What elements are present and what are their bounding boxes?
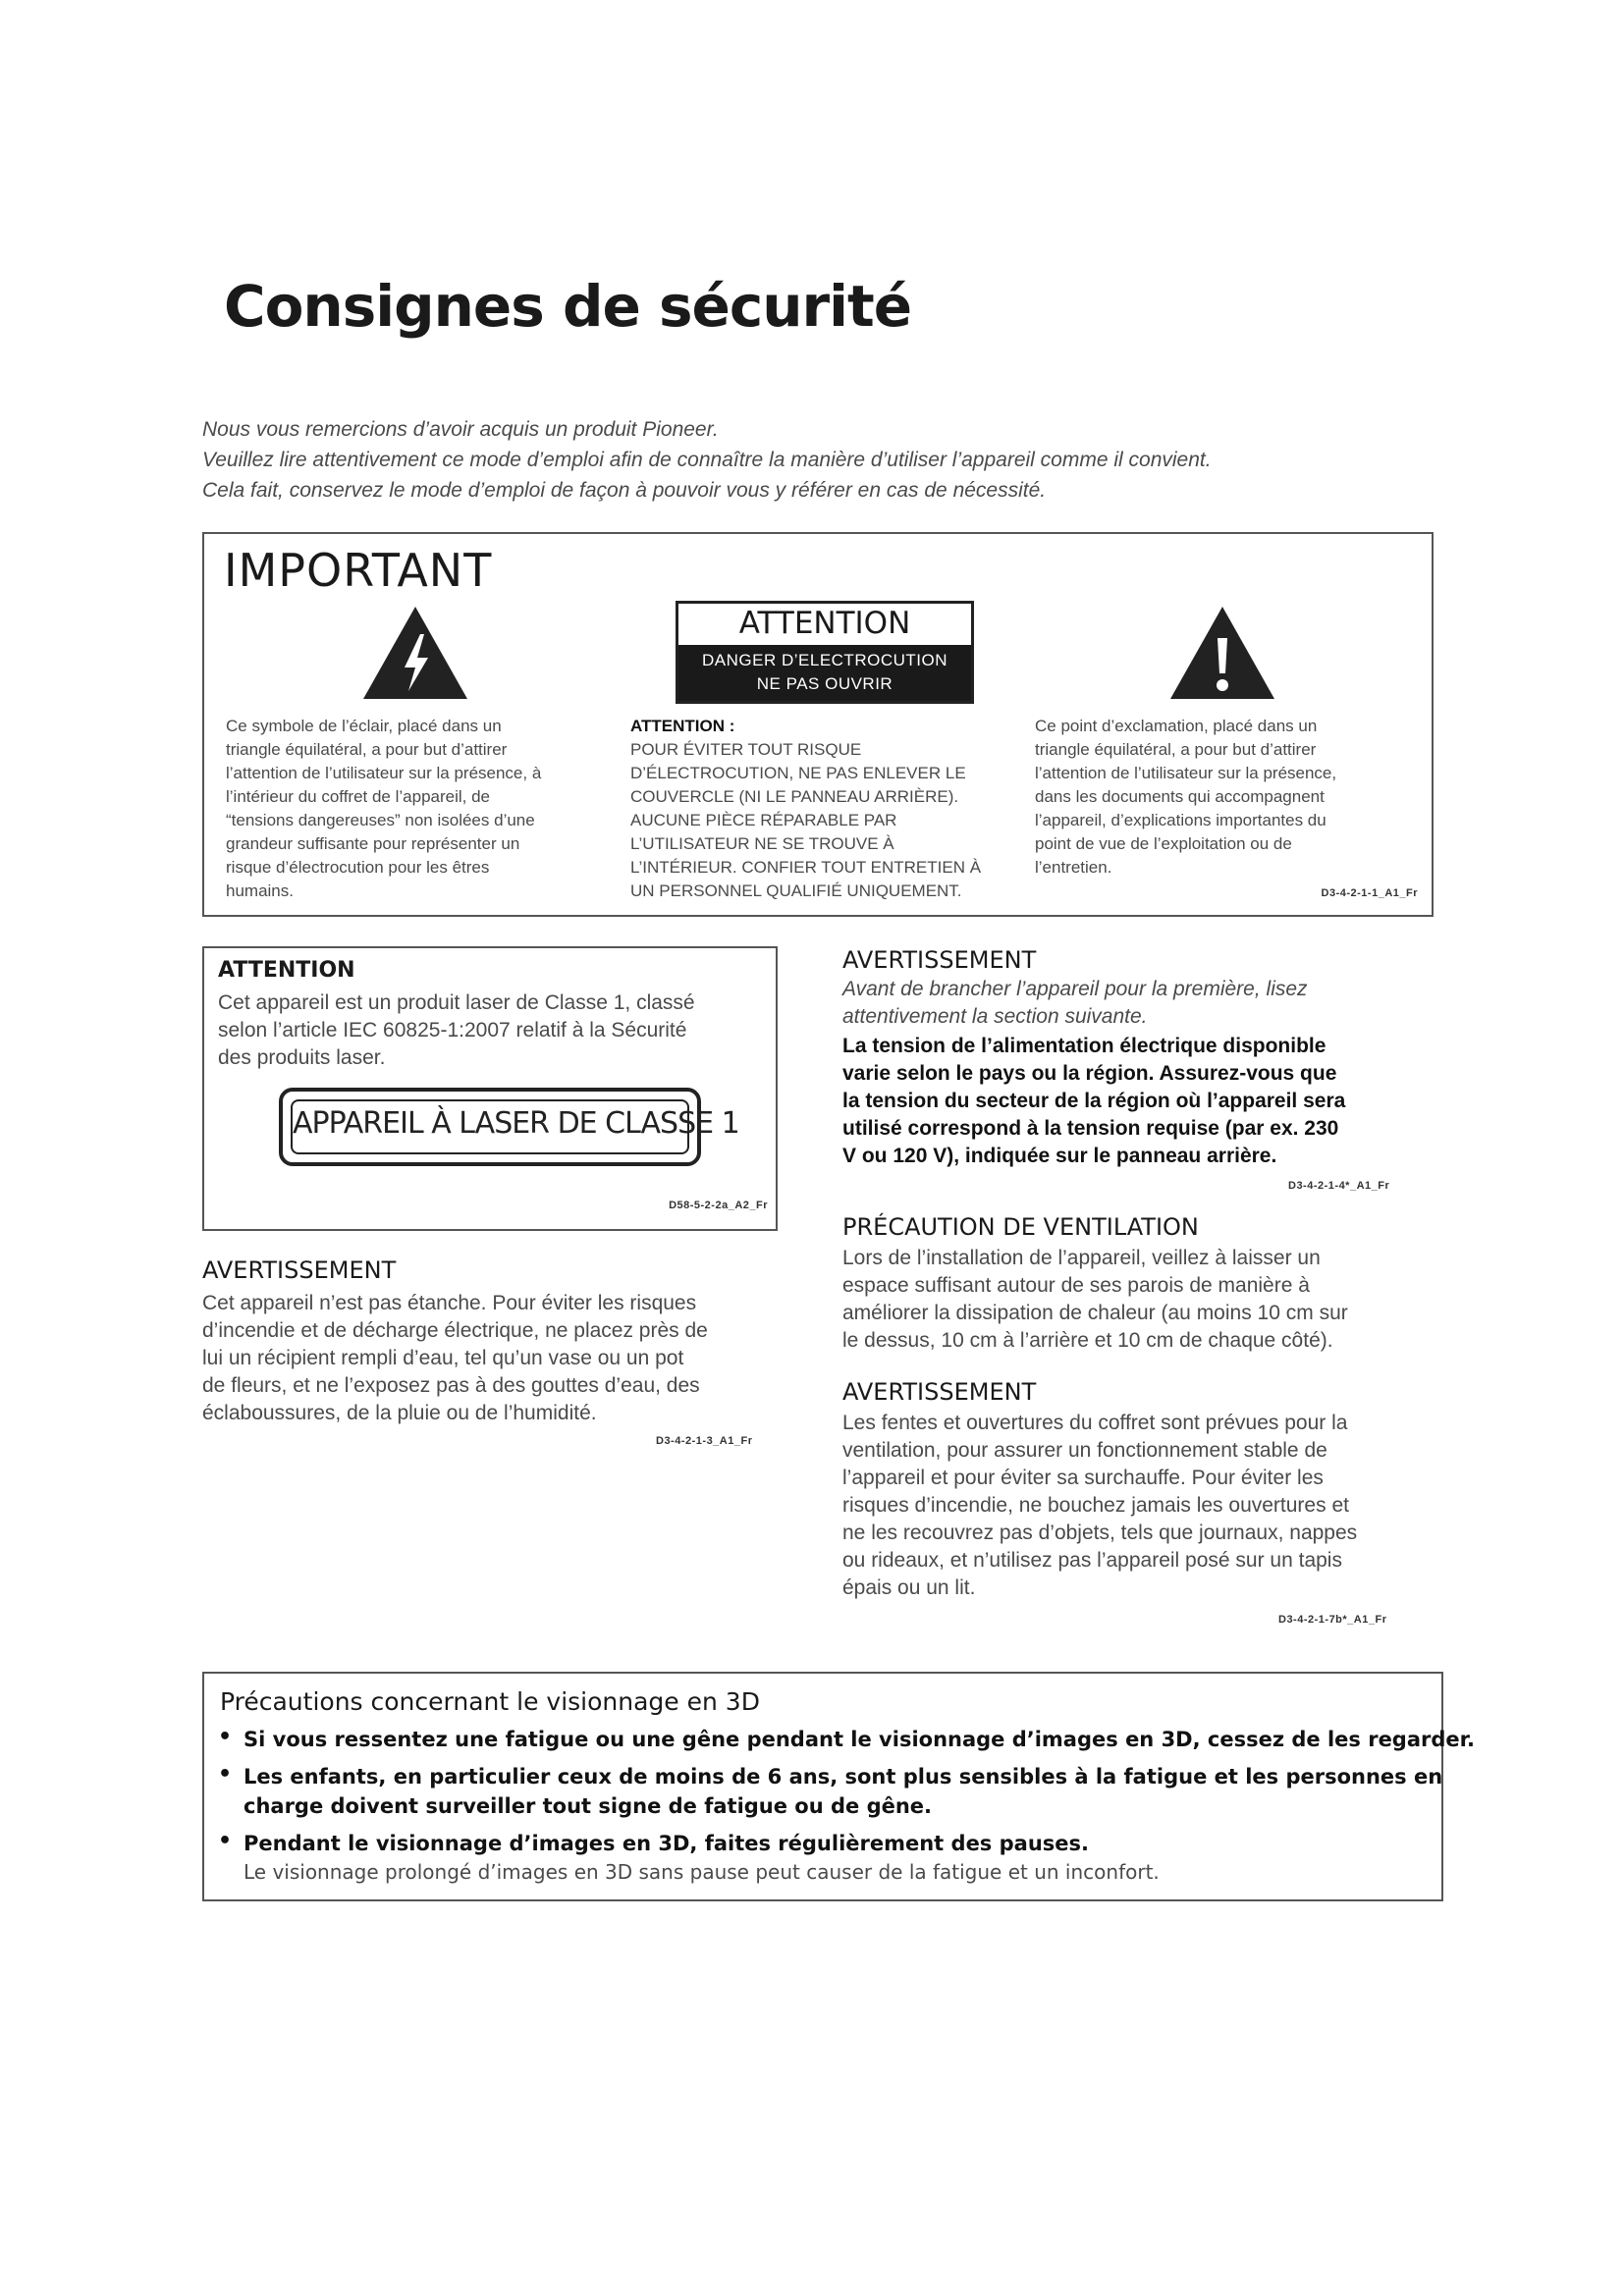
text-line: l’attention de l’utilisateur sur la présence, à <box>226 764 542 782</box>
text-line: lui un récipient rempli d’eau, tel qu’un vase ou un pot <box>202 1347 684 1369</box>
bullet: • <box>218 1762 233 1787</box>
badge-line: NE PAS OUVRIR <box>756 674 893 693</box>
text-line: humains. <box>226 881 294 900</box>
reference-code: D3-4-2-1-7b*_A1_Fr <box>1278 1614 1387 1626</box>
laser-label-text: APPAREIL À LASER DE CLASSE 1 <box>291 1099 689 1154</box>
openings-warning-heading: AVERTISSEMENT <box>842 1378 1037 1406</box>
intro-text <box>202 414 1212 506</box>
text-line: Si vous ressentez une fatigue ou une gêne pendant le visionnage d’images en 3D, cessez de les regarder. <box>244 1728 1475 1751</box>
text-line: grandeur suffisante pour représenter un <box>226 834 520 853</box>
text-line: triangle équilatéral, a pour but d’attirer <box>1035 740 1317 759</box>
lightning-symbol-description <box>226 715 541 903</box>
openings-warning-text <box>842 1410 1357 1602</box>
laser-text <box>218 989 695 1072</box>
text-line: améliorer la dissipation de chaleur (au moins 10 cm sur <box>842 1302 1348 1324</box>
text-line: attentivement la section suivante. <box>842 1005 1148 1028</box>
text-line: D’ÉLECTROCUTION, NE PAS ENLEVER LE <box>630 764 966 782</box>
text-line: épais ou un lit. <box>842 1576 976 1599</box>
text-line: d’incendie et de décharge électrique, ne placez près de <box>202 1319 708 1342</box>
laser-attention-box <box>202 946 778 1231</box>
lightning-warning-icon <box>361 605 469 701</box>
text-line: Ce symbole de l’éclair, placé dans un <box>226 717 502 735</box>
text-line: risques d’incendie, ne bouchez jamais les ouvertures et <box>842 1494 1349 1517</box>
text-line: POUR ÉVITER TOUT RISQUE <box>630 740 862 759</box>
reference-code: D3-4-2-1-4*_A1_Fr <box>1288 1180 1390 1192</box>
text-line: dans les documents qui accompagnent <box>1035 787 1325 806</box>
exclamation-warning-icon <box>1168 605 1276 701</box>
text-line: charge doivent surveiller tout signe de fatigue ou de gêne. <box>244 1794 933 1818</box>
ventilation-text <box>842 1245 1348 1355</box>
voltage-intro <box>842 976 1308 1031</box>
shock-warning-badge <box>676 601 974 704</box>
voltage-warning-heading: AVERTISSEMENT <box>842 946 1037 974</box>
text-line: l’entretien. <box>1035 858 1112 877</box>
text-line: Cet appareil est un produit laser de Classe 1, classé <box>218 991 695 1014</box>
text-line: l’intérieur du coffret de l’appareil, de <box>226 787 491 806</box>
text-line: varie selon le pays ou la région. Assurez-vous que <box>842 1062 1337 1085</box>
water-warning-heading: AVERTISSEMENT <box>202 1256 397 1284</box>
text-line: l’appareil, d’explications importantes du <box>1035 811 1326 829</box>
intro-line: Cela fait, conservez le mode d’emploi de façon à pouvoir vous y référer en cas de nécessité. <box>202 479 1047 502</box>
ventilation-heading: PRÉCAUTION DE VENTILATION <box>842 1213 1199 1241</box>
text-line: la tension du secteur de la région où l’appareil sera <box>842 1090 1346 1112</box>
text-line: Les fentes et ouvertures du coffret sont prévues pour la <box>842 1412 1348 1434</box>
text-line: utilisé correspond à la tension requise (par ex. 230 <box>842 1117 1339 1140</box>
text-line: l’attention de l’utilisateur sur la présence, <box>1035 764 1337 782</box>
important-box <box>202 532 1434 917</box>
attention-caution-text <box>630 715 981 903</box>
text-line: Avant de brancher l’appareil pour la première, lisez <box>842 978 1308 1000</box>
bullet-item <box>244 1829 1089 1858</box>
intro-line: Nous vous remercions d’avoir acquis un produit Pioneer. <box>202 418 719 441</box>
reference-code: D3-4-2-1-1_A1_Fr <box>1321 887 1418 899</box>
laser-heading: ATTENTION <box>218 958 355 983</box>
text-line: point de vue de l’exploitation ou de <box>1035 834 1292 853</box>
bullet-item <box>244 1725 1475 1754</box>
text-line: Cet appareil n’est pas étanche. Pour éviter les risques <box>202 1292 697 1314</box>
bullet: • <box>218 1829 233 1853</box>
intro-line: Veuillez lire attentivement ce mode d’emploi afin de connaître la manière d’utiliser l’appareil comme il convient. <box>202 449 1212 471</box>
text-line: L’INTÉRIEUR. CONFIER TOUT ENTRETIEN À <box>630 858 982 877</box>
3d-viewing-heading: Précautions concernant le visionnage en 3D <box>220 1687 760 1716</box>
text-line: UN PERSONNEL QUALIFIÉ UNIQUEMENT. <box>630 881 962 900</box>
text-line: Ce point d’exclamation, placé dans un <box>1035 717 1318 735</box>
text-line: AUCUNE PIÈCE RÉPARABLE PAR <box>630 811 897 829</box>
reference-code: D58-5-2-2a_A2_Fr <box>669 1200 768 1211</box>
bullet: • <box>218 1725 233 1749</box>
text-line: Les enfants, en particulier ceux de moins de 6 ans, sont plus sensibles à la fatigue et les personnes en <box>244 1765 1443 1789</box>
text-line: triangle équilatéral, a pour but d’attirer <box>226 740 508 759</box>
reference-code: D3-4-2-1-3_A1_Fr <box>656 1435 753 1447</box>
text-line: de fleurs, et ne l’exposez pas à des gouttes d’eau, des <box>202 1374 700 1397</box>
text-line: éclaboussures, de la pluie ou de l’humidité. <box>202 1402 597 1424</box>
text-line: espace suffisant autour de ses parois de manière à <box>842 1274 1310 1297</box>
voltage-warning-text <box>842 1033 1345 1170</box>
text-line: La tension de l’alimentation électrique disponible <box>842 1035 1326 1057</box>
text-line: Pendant le visionnage d’images en 3D, faites régulièrement des pauses. <box>244 1832 1089 1855</box>
3d-viewing-precautions-box <box>202 1672 1475 1901</box>
page-title: Consignes de sécurité <box>224 273 912 340</box>
water-warning-text <box>202 1290 708 1427</box>
caution-heading: ATTENTION : <box>630 717 735 735</box>
badge-subtitle <box>678 645 971 701</box>
text-line: ne les recouvrez pas d’objets, tels que journaux, nappes <box>842 1522 1358 1544</box>
text-line: ou rideaux, et n’utilisez pas l’appareil posé sur un tapis <box>842 1549 1342 1572</box>
badge-line: DANGER D’ELECTROCUTION <box>702 651 947 669</box>
important-heading: IMPORTANT <box>224 544 493 597</box>
text-line: le dessus, 10 cm à l’arrière et 10 cm de chaque côté). <box>842 1329 1333 1352</box>
text-line: des produits laser. <box>218 1046 386 1069</box>
text-line: ventilation, pour assurer un fonctionnement stable de <box>842 1439 1327 1462</box>
text-line: risque d’électrocution pour les êtres <box>226 858 490 877</box>
bullet-note: Le visionnage prolongé d’images en 3D sans pause peut causer de la fatigue et un inconfort. <box>244 1860 1160 1884</box>
laser-class-label <box>279 1088 739 1166</box>
bullet-item <box>244 1762 1442 1821</box>
text-line: Lors de l’installation de l’appareil, veillez à laisser un <box>842 1247 1321 1269</box>
text-line: “tensions dangereuses” non isolées d’une <box>226 811 535 829</box>
exclamation-symbol-description <box>1035 715 1336 880</box>
text-line: l’appareil et pour éviter sa surchauffe. Pour éviter les <box>842 1467 1324 1489</box>
text-line: COUVERCLE (NI LE PANNEAU ARRIÈRE). <box>630 787 959 806</box>
badge-title: ATTENTION <box>738 606 911 641</box>
text-line: selon l’article IEC 60825-1:2007 relatif à la Sécurité <box>218 1019 687 1041</box>
text-line: V ou 120 V), indiquée sur le panneau arrière. <box>842 1145 1277 1167</box>
text-line: L’UTILISATEUR NE SE TROUVE À <box>630 834 894 853</box>
